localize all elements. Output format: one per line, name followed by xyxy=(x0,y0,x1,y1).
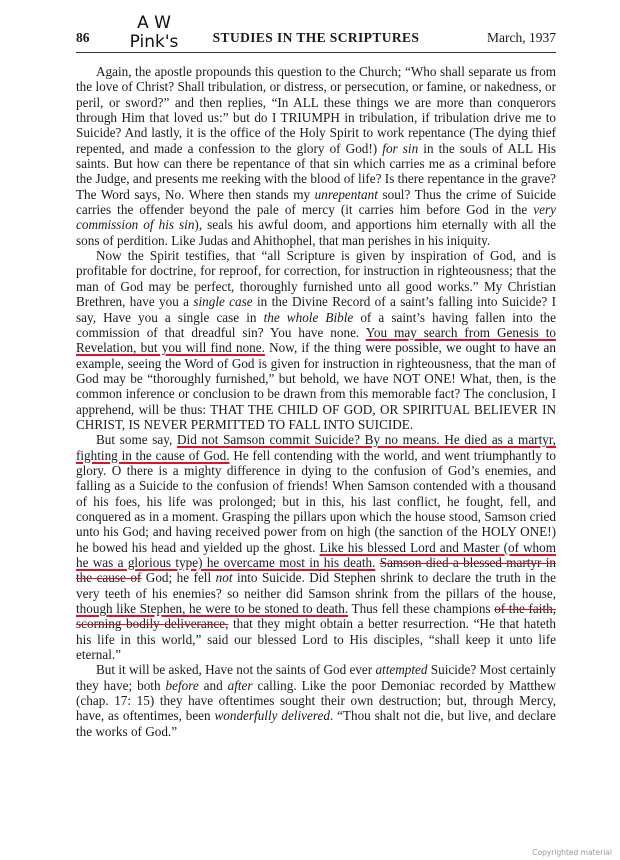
struck-passage: Samson died a blessed martyr in the cause of xyxy=(76,555,556,586)
text-run: But it will be asked, Have not the saints of God ever xyxy=(96,662,376,678)
underlined-passage: Did not Samson commit Suicide? By no means. He died as a martyr, fighting in the cause of God. xyxy=(76,432,556,463)
paragraph xyxy=(76,662,556,739)
text-run: that they might obtain a better resurrection. “He that hateth his life in this world,” said our blessed Lord to His disciples, “shall keep it unto life eternal.” xyxy=(76,616,556,663)
underlined-passage: Like his blessed Lord and Master (of whom he was a glorious type) he overcame most in his death. xyxy=(76,539,556,570)
italic-phrase: after xyxy=(227,677,253,693)
annotation-line-1: A W xyxy=(137,13,171,33)
italic-phrase: for sin xyxy=(382,140,419,156)
text-run: and xyxy=(198,677,228,693)
text-run: God; he fell xyxy=(141,570,216,586)
italic-phrase: before xyxy=(165,677,199,693)
italic-phrase: very commission of his sin xyxy=(76,202,556,233)
text-run: ), seals his awful doom, and apportions him eternally with all the sons of perdition. Like Judas and Ahithophel, that man perishes in his iniquity. xyxy=(76,217,556,248)
handwritten-annotation xyxy=(124,14,184,52)
text-run: . “Thou shalt not die, but live, and declare the works of God.” xyxy=(76,708,556,739)
copyright-watermark: Copyrighted material xyxy=(532,848,612,857)
underlined-passage: You may search from Genesis to Revelation, but you will find none. xyxy=(76,324,557,356)
text-run: soul? Thus the crime of Suicide carries the offender beyond the pale of mercy (it carries him before God in the xyxy=(76,186,556,218)
text-run: Again, the apostle propounds this question to the Church; “Who shall separate us from the love of Christ? Shall tribulation, or distress, or persecution, or famine, or nakedness, or peril, or sword?” and then replies, “In ALL these things we are more than conquerors through Him that loved us:” but do I TRIUMPH in tribulation, if tribulation drive me to Suicide? And lastly, it is the office of the Holy Spirit to work repentance (The dying thief repented, and made a confession to the glory of God!) xyxy=(76,64,556,156)
text-run: in the Divine Record of a saint’s falling into Suicide? I say, Have you a single case in xyxy=(76,294,557,325)
text-run: Suicide? Most certainly they have; both xyxy=(76,662,557,693)
text-run: calling. Like the poor Demoniac recorded by Matthew (chap. 17: 15) they have oftentimes sought their own destruction; but, through Mercy, have, as oftentimes, been xyxy=(76,677,556,724)
paragraph xyxy=(76,64,556,248)
text-run: But some say, xyxy=(96,432,178,448)
text-run: into Suicide. Did Stephen shrink to declare the truth in the very teeth of his enemies? so neither did Samson shrink from the pillars of the house, xyxy=(76,570,556,601)
italic-phrase: unrepentant xyxy=(314,186,378,202)
text-run: of a saint’s having fallen into the commission of that dreadful sin? You have none. xyxy=(76,309,556,340)
journal-title: STUDIES IN THE SCRIPTURES xyxy=(212,30,420,45)
text-run: He fell contending with the world, and went triumphantly to glory. O there is a mighty difference in dying to the confusion of God’s enemies, and falling as a Suicide to the confusion of friends! When Samson contended with a thousand of his foes, his life was prolonged; but in this, his last conflict, he fought, fell, and conquered as in a moment. Grasping the pillars upon which the house stood, Samson cried unto his God; and having received power from on high (the sanction of the HOLY ONE!) he bowed his head and yielded up the ghost. xyxy=(76,447,556,555)
italic-phrase: not xyxy=(215,570,233,586)
issue-date: March, 1937 xyxy=(487,30,556,45)
text-run: Thus fell these champions xyxy=(348,601,495,617)
paragraph xyxy=(76,248,556,432)
paragraph xyxy=(76,432,556,662)
text-run: in the souls of ALL His saints. But how can there be repentance of that sin which carries me as a criminal before the Judge, and presents me reeking with the blood of life? Is there repentance in the grave? The Word says, No. Where then stands my xyxy=(76,140,557,202)
page-number: 86 xyxy=(76,30,90,45)
annotation-line-2: Pink's xyxy=(129,32,179,52)
italic-phrase: single case xyxy=(193,294,253,310)
text-run: Now, if the thing were possible, we ought to have an example, seeing the Word of God is given for instruction in righteousness, that the man of God may be “thoroughly furnished,” but behold, we have NOT ONE! What, then, is the common inference or conclusion to be drawn from this memorable fact? The conclusion, I apprehend, will be thus: THAT THE CHILD OF GOD, OR SPIRITUAL BELIEVER IN CHRIST, IS NEVER PERMITTED TO FALL INTO SUICIDE. xyxy=(76,340,557,432)
underlined-passage: though like Stephen, he were to be stoned to death. xyxy=(76,601,349,617)
struck-passage: of the faith, scorning bodily deliverance, xyxy=(76,601,556,632)
text-run: Now the Spirit testifies, that “all Scripture is given by inspiration of God, and is profitable for doctrine, for reproof, for correction, for instruction in righteousness; that the man of God may be perfect, thoroughly furnished unto all good works.” My Christian Brethren, have you a xyxy=(76,248,556,310)
header-rule xyxy=(76,52,556,53)
body-text xyxy=(76,64,556,739)
italic-phrase: the whole Bible xyxy=(263,309,354,325)
italic-phrase: wonderfully delivered xyxy=(214,708,330,724)
italic-phrase: attempted xyxy=(375,662,428,678)
